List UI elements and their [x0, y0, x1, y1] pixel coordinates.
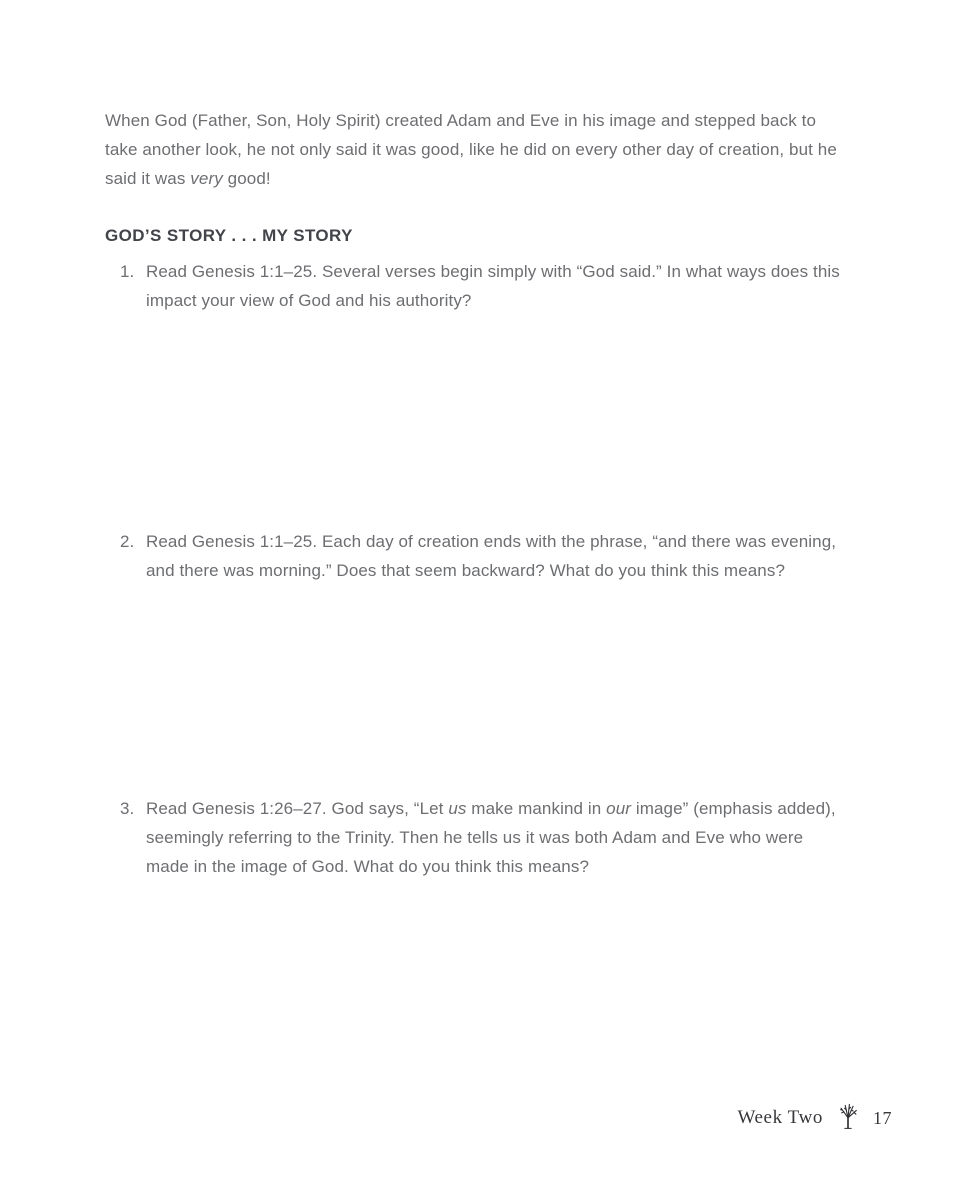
- answer-space-2: [105, 585, 848, 794]
- question-number: 3.: [120, 799, 135, 818]
- question-1-text: Read Genesis 1:1–25. Several verses begin simply with “God said.” In what ways does this impact your view of God and his authority?: [146, 262, 840, 310]
- question-item-1: [105, 257, 848, 315]
- question-3-italic-our: our: [606, 799, 632, 818]
- intro-italic-very: very: [190, 169, 223, 188]
- question-text: [146, 527, 848, 585]
- question-text: [146, 257, 848, 315]
- intro-text-2: good!: [222, 169, 271, 188]
- intro-text-1: When God (Father, Son, Holy Spirit) created Adam and Eve in his image and stepped back to take another look, he not only said it was good, like he did on every other day of creation, but he said it was: [105, 111, 837, 188]
- question-list: [105, 257, 848, 881]
- question-3-text-2: make mankind in: [466, 799, 607, 818]
- question-number: 1.: [120, 262, 135, 281]
- question-number: 2.: [120, 532, 135, 551]
- question-3-italic-us: us: [448, 799, 467, 818]
- footer-page-number: 17: [873, 1107, 892, 1128]
- question-3-text-1: Read Genesis 1:26–27. God says, “Let: [146, 799, 449, 818]
- question-item-2: [105, 527, 848, 585]
- question-2-text: Read Genesis 1:1–25. Each day of creation ends with the phrase, “and there was evening, and there was morning.” Does that seem backward? What do you think this means?: [146, 532, 837, 580]
- section-heading: GOD’S STORY . . . MY STORY: [105, 226, 353, 245]
- question-3-text-3: image” (emphasis added), seemingly referring to the Trinity. Then he tells us it was both Adam and Eve who were made in the image of God. What do you think this means?: [146, 799, 836, 876]
- question-text: [146, 794, 848, 881]
- bare-tree-icon: [836, 1106, 860, 1130]
- question-item-3: [105, 794, 848, 881]
- footer-section-label: Week Two: [737, 1107, 823, 1128]
- answer-space-1: [105, 315, 848, 527]
- intro-paragraph: [105, 106, 848, 193]
- page-footer: [738, 1100, 893, 1136]
